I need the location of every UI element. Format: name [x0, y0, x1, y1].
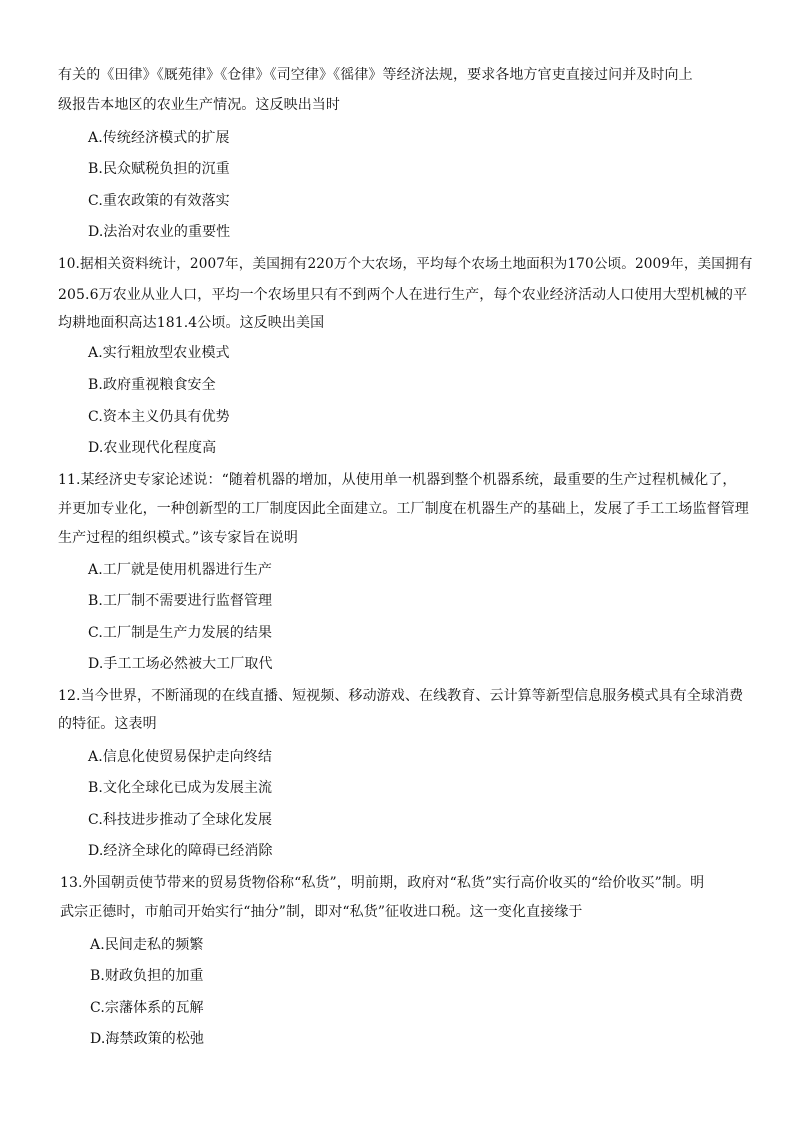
q9-option-b: B.民众赋税负担的沉重 — [88, 161, 230, 177]
q13-option-a: A.民间走私的频繁 — [90, 937, 204, 953]
q9-stem-line-2: 级报告本地区的农业生产情况。这反映出当时 — [58, 97, 340, 113]
q11-option-b: B.工厂制不需要进行监督管理 — [88, 593, 273, 609]
q13-stem-line-2: 武宗正德时，市舶司开始实行“抽分”制，即对“私货”征收进口税。这一变化直接缘于 — [60, 904, 583, 920]
q10-option-a: A.实行粗放型农业模式 — [88, 345, 230, 361]
q9-option-c: C.重农政策的有效落实 — [88, 193, 230, 209]
q13-stem-line-1: 13.外国朝贡使节带来的贸易货物俗称“私货”，明前期，政府对“私货”实行高价收买的“给价收买”制。明 — [60, 875, 705, 891]
q11-option-c: C.工厂制是生产力发展的结果 — [88, 625, 273, 641]
q11-stem-line-2: 并更加专业化，一种创新型的工厂制度因此全面建立。工厂制度在机器生产的基础上，发展了手工工场监督管理 — [58, 501, 749, 517]
q9-option-a: A.传统经济模式的扩展 — [88, 130, 230, 146]
q12-option-a: A.信息化使贸易保护走向终结 — [88, 749, 272, 765]
q11-stem-line-3: 生产过程的组织模式。”该专家旨在说明 — [58, 530, 298, 546]
q10-stem-line-3: 均耕地面积高达181.4公顷。这反映出美国 — [58, 315, 325, 331]
q10-option-d: D.农业现代化程度高 — [88, 440, 217, 456]
q12-stem-line-2: 的特征。这表明 — [58, 716, 157, 732]
q11-option-d: D.手工工场必然被大工厂取代 — [88, 656, 273, 672]
q9-option-d: D.法治对农业的重要性 — [88, 224, 231, 240]
q12-option-c: C.科技进步推动了全球化发展 — [88, 812, 273, 828]
q11-option-a: A.工厂就是使用机器进行生产 — [88, 562, 272, 578]
q9-stem-line-1: 有关的《田律》《厩苑律》《仓律》《司空律》《徭律》等经济法规，要求各地方官吏直接过问并及时向上 — [58, 67, 693, 83]
q10-option-b: B.政府重视粮食安全 — [88, 377, 216, 393]
q12-option-d: D.经济全球化的障碍已经消除 — [88, 843, 273, 859]
q13-option-d: D.海禁政策的松弛 — [90, 1031, 205, 1047]
q10-option-c: C.资本主义仍具有优势 — [88, 409, 230, 425]
q13-option-b: B.财政负担的加重 — [90, 968, 204, 984]
q10-stem-line-1: 10.据相关资料统计，2007年，美国拥有220万个大农场，平均每个农场土地面积为170公顷。2009年，美国拥有 — [58, 256, 753, 272]
q11-stem-line-1: 11.某经济史专家论述说：“随着机器的增加，从使用单一机器到整个机器系统，最重要的生产过程机械化了， — [58, 472, 737, 488]
q12-stem-line-1: 12.当今世界，不断涌现的在线直播、短视频、移动游戏、在线教育、云计算等新型信息服务模式具有全球消费 — [58, 688, 744, 704]
q13-option-c: C.宗藩体系的瓦解 — [90, 1000, 204, 1016]
q10-stem-line-2: 205.6万农业从业人口，平均一个农场里只有不到两个人在进行生产，每个农业经济活动人口使用大型机械的平 — [58, 287, 748, 303]
q12-option-b: B.文化全球化已成为发展主流 — [88, 780, 273, 796]
